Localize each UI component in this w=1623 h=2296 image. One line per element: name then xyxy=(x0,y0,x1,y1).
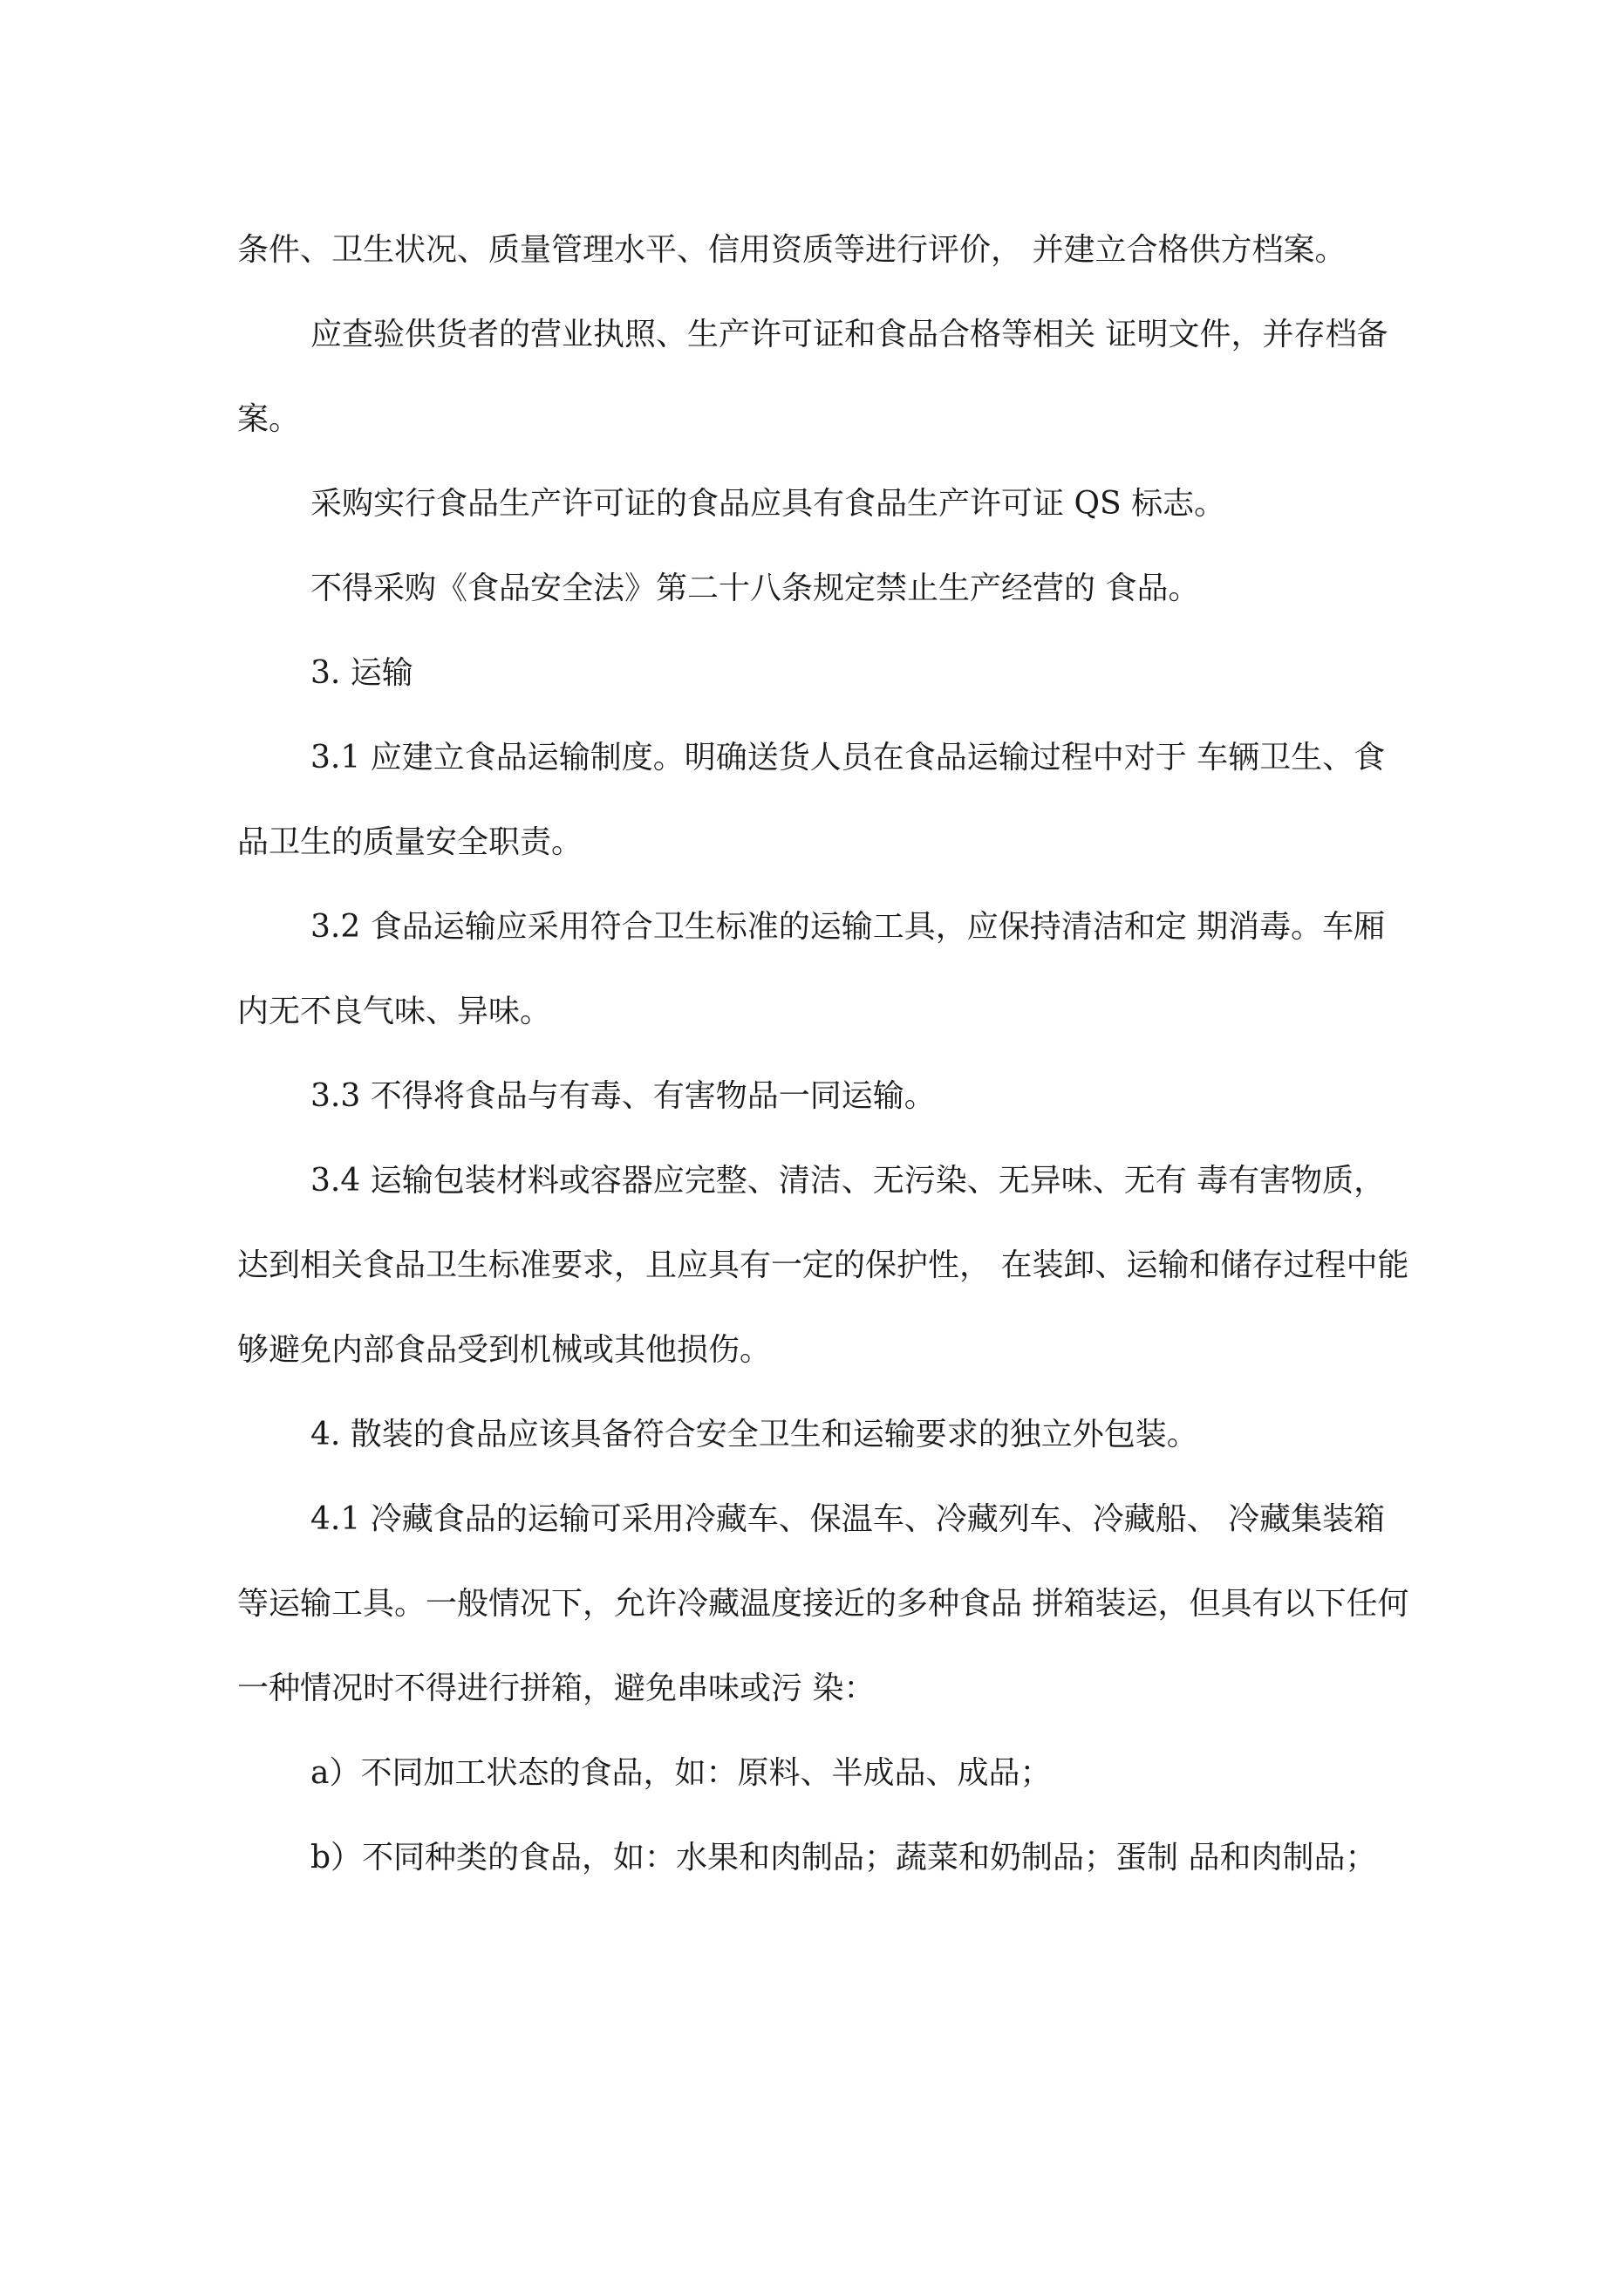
paragraph-qs-mark: 采购实行食品生产许可证的食品应具有食品生产许可证 QS 标志。 xyxy=(310,486,1226,522)
paragraph-3-3: 3.3 不得将食品与有毒、有害物品一同运输。 xyxy=(310,1078,936,1114)
paragraph-prohibited-food: 不得采购《食品安全法》第二十八条规定禁止生产经营的 食品。 xyxy=(310,571,1200,606)
paragraph-supplier-evaluation: 条件、卫生状况、质量管理水平、信用资质等进行评价， 并建立合格供方档案。 xyxy=(237,232,1347,268)
paragraph-3-2: 3.2 食品运输应采用符合卫生标准的运输工具，应保持清洁和定 期消毒。车厢内无不良气味、异味。 xyxy=(237,909,1386,1029)
section-heading-transport: 3. 运输 xyxy=(310,655,413,691)
paragraph-3-1: 3.1 应建立食品运输制度。明确送货人员在食品运输过程中对于 车辆卫生、食品卫生的质量安全职责。 xyxy=(237,740,1386,860)
list-item-b: b）不同种类的食品，如：水果和肉制品；蔬菜和奶制品；蛋制 品和肉制品； xyxy=(310,1840,1377,1876)
list-item-a: a）不同加工状态的食品，如：原料、半成品、成品； xyxy=(310,1755,1052,1791)
paragraph-4: 4. 散装的食品应该具备符合安全卫生和运输要求的独立外包装。 xyxy=(310,1417,1198,1452)
paragraph-4-1: 4.1 冷藏食品的运输可采用冷藏车、保温车、冷藏列车、冷藏船、 冷藏集装箱等运输工具。一般情况下，允许冷藏温度接近的多种食品 拼箱装运，但具有以下任何一种情况时不得进行拼箱，避免串味或污 染： xyxy=(237,1501,1409,1706)
paragraph-3-4: 3.4 运输包装材料或容器应完整、清洁、无污染、无异味、无有 毒有害物质，达到相关食品卫生标准要求，且应具有一定的保护性， 在装卸、运输和储存过程中能够避免内部食品受到机械或其他损伤。 xyxy=(237,1163,1409,1368)
paragraph-verify-documents: 应查验供货者的营业执照、生产许可证和食品合格等相关 证明文件，并存档备案。 xyxy=(237,317,1388,437)
document-body xyxy=(237,208,1410,1900)
